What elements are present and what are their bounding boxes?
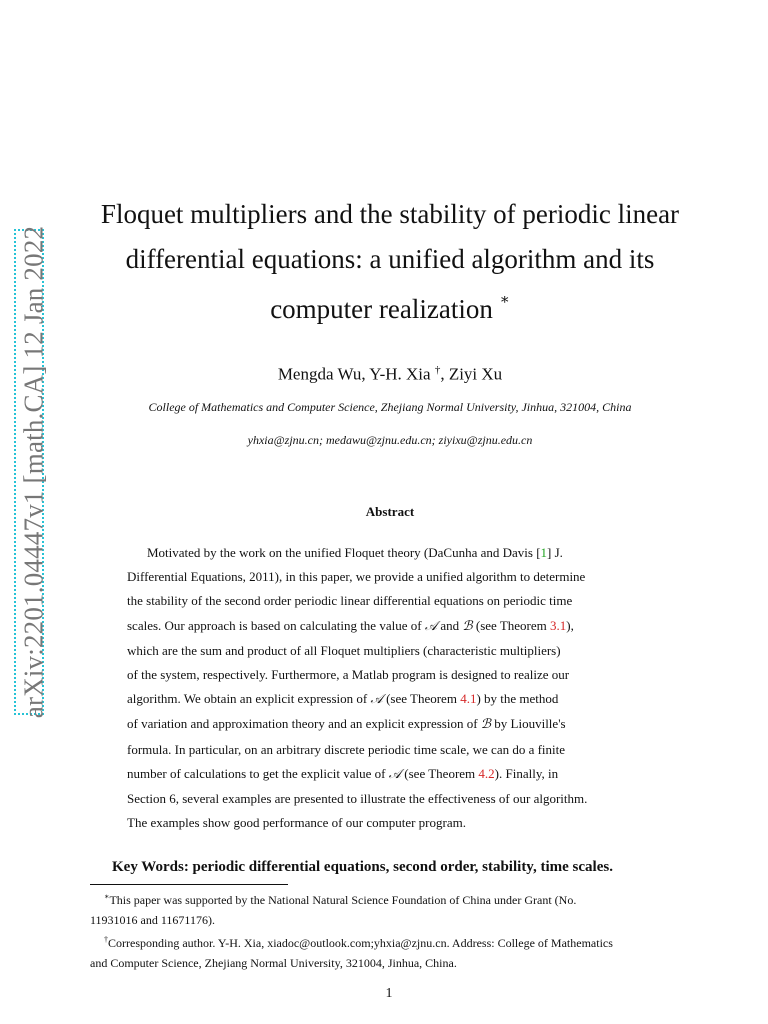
abstract-text: (see Theorem (382, 691, 461, 707)
symbol-b: ℬ (480, 717, 492, 733)
abstract-line: the stability of the second order periodic linear differential equations on periodic time (127, 593, 573, 609)
abstract-body (127, 541, 651, 835)
abstract-line: Differential Equations, 2011), in this paper, we provide a unified algorithm to determine (127, 569, 586, 585)
abstract-line: The examples show good performance of our computer program. (127, 815, 466, 831)
abstract-text: algorithm. We obtain an explicit expression of (127, 691, 371, 707)
author-emails: yhxia@zjnu.cn; medawu@zjnu.edu.cn; ziyixu@zjnu.edu.cn (247, 433, 533, 447)
abstract-text: ] J. (547, 545, 563, 560)
abstract-text: ). Finally, in (494, 765, 559, 781)
abstract-line: of the system, respectively. Furthermore, a Matlab program is designed to realize our (127, 667, 570, 683)
author-names-b: , Ziyi Xu (440, 364, 503, 384)
footnote-line: 11931016 and 11671176). (90, 912, 215, 927)
abstract-text: by Liouville's (491, 716, 566, 732)
symbol-a: 𝒜 (388, 766, 402, 782)
symbol-a: 𝒜 (424, 618, 438, 634)
footnote-text: Corresponding author. Y-H. Xia, xiadoc@outlook.com;yhxia@zjnu.cn. Address: College of Mathematics (108, 936, 613, 950)
theorem-link[interactable]: 4.1 (460, 691, 477, 707)
abstract-text: ), (566, 617, 574, 633)
abstract-text: Motivated by the work on the unified Floquet theory (DaCunha and Davis [ (147, 545, 541, 560)
abstract-text: of variation and approximation theory and an explicit expression of (127, 716, 481, 732)
title-footnote-mark: ∗ (499, 292, 510, 308)
abstract-text: (see Theorem (401, 765, 479, 781)
abstract-heading: Abstract (365, 504, 415, 519)
title-line-3 (60, 282, 720, 332)
title-line-3-text: computer realization (270, 294, 493, 324)
abstract-line: Section 6, several examples are presented to illustrate the effectiveness of our algorithm. (127, 791, 588, 807)
title-line-2: differential equations: a unified algorithm and its (125, 244, 655, 274)
abstract-text: ) by the method (476, 691, 559, 707)
abstract-text: number of calculations to get the explicit value of (127, 765, 389, 781)
symbol-b: ℬ (462, 618, 473, 634)
author-dagger-mark: † (434, 364, 441, 376)
footnotes (90, 887, 688, 973)
abstract-line (127, 614, 651, 639)
symbol-a: 𝒜 (370, 692, 383, 708)
theorem-link[interactable]: 4.2 (478, 765, 495, 781)
abstract-line (127, 762, 651, 787)
footnote-text: This paper was supported by the National Natural Science Foundation of China under Grant (No. (109, 893, 577, 907)
footnote-divider (90, 884, 288, 885)
title-line-1: Floquet multipliers and the stability of periodic linear (100, 199, 680, 229)
abstract-line (127, 712, 651, 737)
affiliation: College of Mathematics and Computer Science, Zhejiang Normal University, Jinhua, 321004, China (148, 400, 632, 414)
abstract-text: and (437, 617, 463, 633)
abstract-line: which are the sum and product of all Floquet multipliers (characteristic multipliers) (127, 642, 561, 658)
key-words: Key Words: periodic differential equations, second order, stability, time scales. (112, 859, 613, 875)
abstract-line: formula. In particular, on an arbitrary discrete periodic time scale, we can do a finite (127, 741, 566, 757)
abstract-text: (see Theorem (472, 617, 551, 633)
footnote-line: and Computer Science, Zhejiang Normal University, 321004, Jinhua, China. (90, 955, 457, 970)
footnote-star-mark: ∗ (104, 892, 110, 901)
page-number: 1 (385, 986, 393, 1001)
footnote-line (90, 887, 688, 911)
paper-title (60, 192, 720, 332)
author-names-a: Mengda Wu, Y-H. Xia (277, 364, 431, 384)
abstract-line (127, 541, 651, 565)
footnote-line (90, 930, 688, 954)
footnote-dagger-mark: † (104, 935, 108, 944)
abstract-line (127, 687, 651, 712)
author-list (60, 364, 720, 385)
abstract-text: scales. Our approach is based on calculating the value of (127, 617, 425, 633)
arxiv-identifier: arXiv:2201.04447v1 [math.CA] 12 Jan 2022 (18, 225, 49, 719)
citation-link[interactable]: 1 (540, 545, 548, 560)
theorem-link[interactable]: 3.1 (550, 617, 567, 633)
